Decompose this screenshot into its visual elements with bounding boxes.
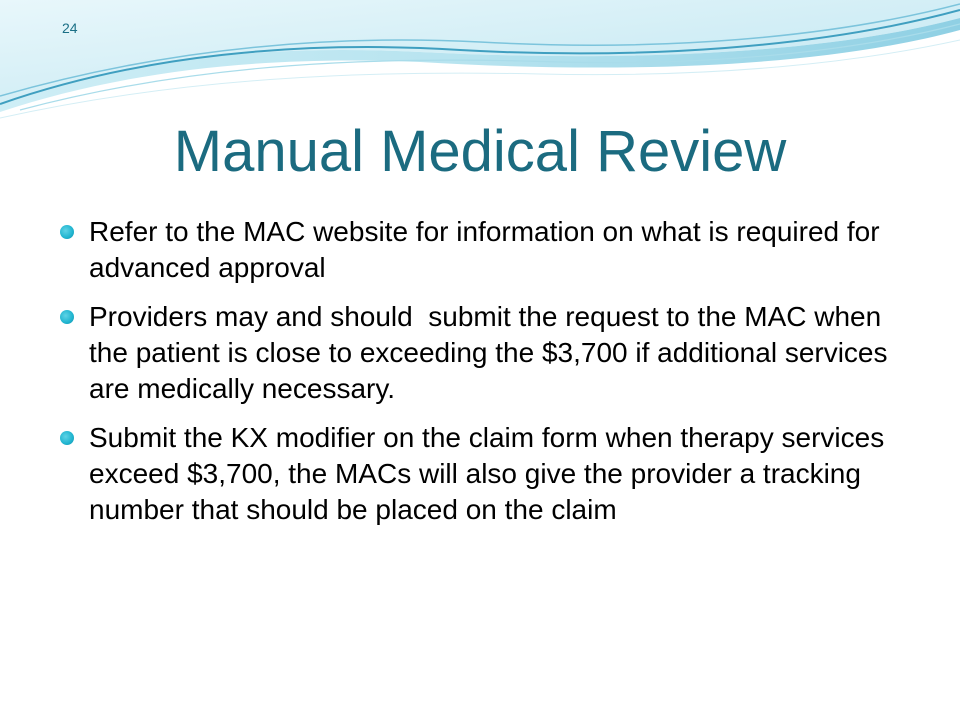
bullet-item <box>60 214 890 286</box>
slide-number: 24 <box>62 20 78 36</box>
bullet-text: Providers may and should submit the request to the MAC when the patient is close to exceeding the $3,700 if additional services are medically necessary. <box>89 301 896 404</box>
bullet-item <box>60 299 896 407</box>
bullet-dot-icon <box>60 310 74 324</box>
bullet-dot-icon <box>60 431 74 445</box>
header-wave-decoration <box>0 0 960 130</box>
bullet-text: Refer to the MAC website for information on what is required for advanced approval <box>89 216 880 283</box>
slide-title: Manual Medical Review <box>173 119 787 184</box>
bullet-dot-icon <box>60 225 74 239</box>
bullet-list <box>60 214 896 541</box>
bullet-text: Submit the KX modifier on the claim form when therapy services exceed $3,700, the MACs will also give the provider a tracking number that should be placed on the claim <box>89 422 885 525</box>
bullet-item <box>60 420 890 528</box>
